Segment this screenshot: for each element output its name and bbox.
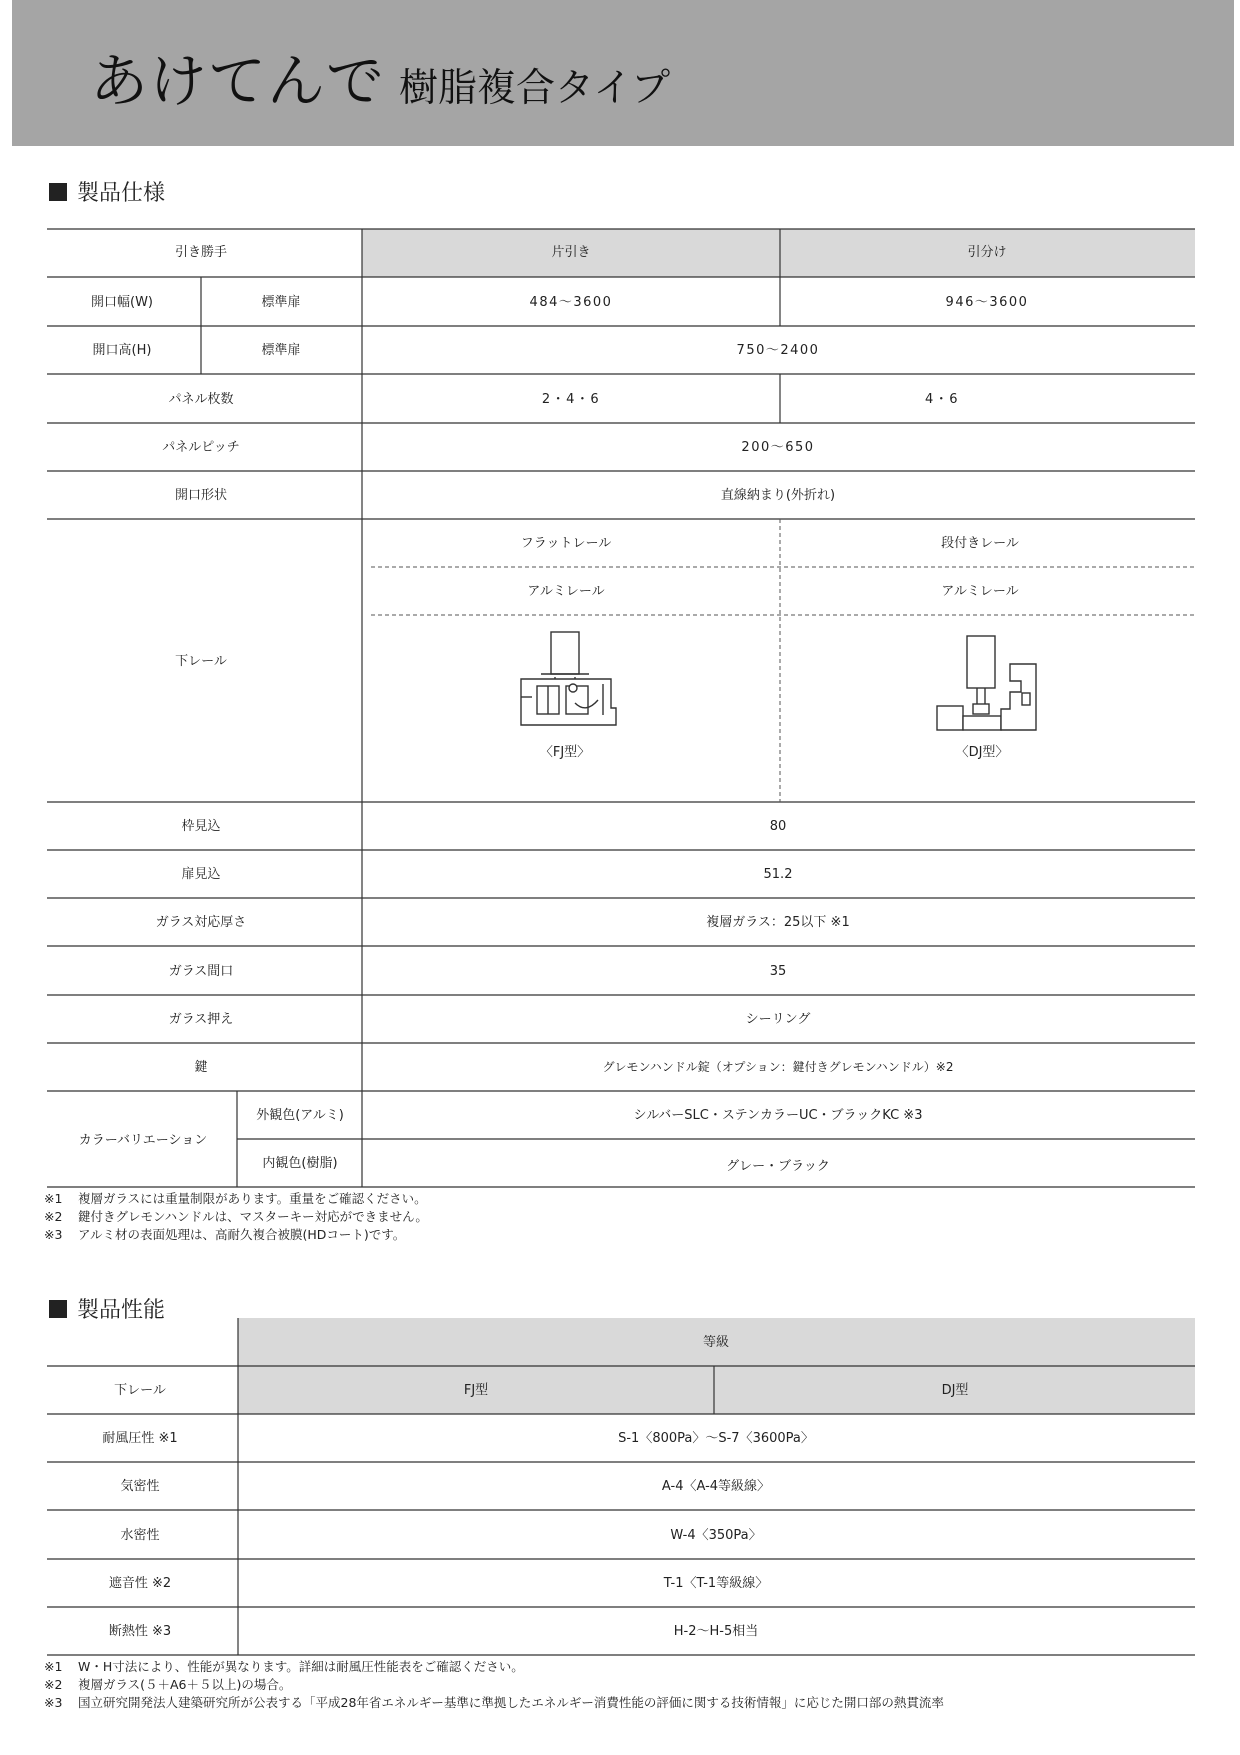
spec-section-heading: 製品仕様 — [49, 176, 165, 207]
rail-dj-mat: アルミレール — [941, 584, 1019, 599]
hold-label: ガラス押え — [168, 1012, 234, 1027]
gap-value: 35 — [769, 964, 787, 979]
glass-value: 複層ガラス：25以下 ※1 — [706, 915, 850, 930]
rail-dj-type: 段付きレール — [941, 536, 1019, 551]
perf-row-value: H-2〜H-5相当 — [673, 1624, 759, 1639]
title-main: あけてんで — [90, 47, 386, 115]
col-single: 片引き — [551, 245, 591, 260]
width-label: 開口幅(W) — [91, 295, 153, 310]
panels-label: パネル枚数 — [168, 392, 234, 407]
perf-row-value: T-1〈T-1等級線〉 — [663, 1576, 769, 1591]
col-fj: FJ型 — [463, 1383, 489, 1398]
type-header-shade — [238, 1366, 1195, 1414]
perf-row-label: 遮音性 ※2 — [108, 1576, 172, 1591]
rail-fj-type: フラットレール — [520, 536, 612, 551]
color-int-value: グレー・ブラック — [726, 1159, 830, 1174]
perf-section-heading: 製品性能 — [49, 1293, 165, 1324]
perf-row-label: 耐風圧性 ※1 — [102, 1431, 178, 1446]
perf-row-value: W-4〈350Pa〉 — [670, 1528, 762, 1543]
perf-rail-label: 下レール — [114, 1383, 166, 1398]
col-double: 引分け — [967, 245, 1007, 260]
perf-notes — [44, 1658, 944, 1712]
perf-row-label: 断熱性 ※3 — [108, 1624, 172, 1639]
pitch-label: パネルピッチ — [162, 440, 240, 455]
width-sub: 標準扉 — [261, 295, 301, 310]
perf-row-value: S-1〈800Pa〉〜S-7〈3600Pa〉 — [618, 1431, 814, 1446]
frame-label: 枠見込 — [181, 819, 221, 834]
door-label: 扉見込 — [181, 867, 221, 882]
color-ext-label: 外観色(アルミ) — [256, 1108, 344, 1123]
shape-value: 直線納まり(外折れ) — [720, 488, 836, 503]
perf-note: ※1 W・H寸法により、性能が異なります。詳細は耐風圧性能表をご確認ください。 — [44, 1659, 524, 1674]
grade-label: 等級 — [702, 1335, 730, 1350]
door-value: 51.2 — [763, 867, 793, 882]
spec-note: ※3 アルミ材の表面処理は、高耐久複合被膜(HDコート)です。 — [44, 1227, 406, 1242]
pull-label: 引き勝手 — [174, 245, 228, 260]
rail-fj-caption: 〈FJ型〉 — [539, 745, 591, 760]
title-sub: 樹脂複合タイプ — [399, 66, 671, 111]
frame-value: 80 — [769, 819, 787, 834]
panels-double: 4・6 — [924, 392, 960, 407]
perf-note: ※3 国立研究開発法人建築研究所が公表する「平成28年省エネルギー基準に準拠したエネルギー消費性能の評価に関する技術情報」に応じた開口部の熱貫流率 — [44, 1695, 944, 1710]
width-single: 484〜3600 — [529, 295, 613, 310]
panels-single: 2・4・6 — [541, 392, 601, 407]
height-label: 開口高(H) — [92, 343, 152, 358]
height-sub: 標準扉 — [261, 343, 301, 358]
rail-fj-mat: アルミレール — [527, 584, 605, 599]
glass-label: ガラス対応厚さ — [155, 915, 247, 930]
spec-note: ※2 鍵付きグレモンハンドルは、マスターキー対応ができません。 — [44, 1209, 428, 1224]
spec-note: ※1 複層ガラスには重量制限があります。重量をご確認ください。 — [44, 1191, 427, 1206]
width-double: 946〜3600 — [945, 295, 1029, 310]
key-label: 鍵 — [194, 1060, 208, 1075]
perf-note: ※2 複層ガラス(５＋A6＋５以上)の場合。 — [44, 1677, 292, 1692]
rail-dj-caption: 〈DJ型〉 — [955, 745, 1009, 760]
shape-label: 開口形状 — [174, 488, 228, 503]
hold-value: シーリング — [745, 1012, 811, 1027]
perf-row-label: 水密性 — [120, 1528, 160, 1543]
color-int-label: 内観色(樹脂) — [262, 1156, 338, 1171]
perf-row-label: 気密性 — [120, 1479, 160, 1494]
height-value: 750〜2400 — [736, 343, 820, 358]
key-value: グレモンハンドル錠（オプション：鍵付きグレモンハンドル）※2 — [602, 1060, 954, 1074]
color-ext-value: シルバーSLC・ステンカラーUC・ブラックKC ※3 — [633, 1108, 923, 1123]
color-label: カラーバリエーション — [78, 1133, 208, 1148]
gap-label: ガラス間口 — [168, 964, 234, 979]
col-dj: DJ型 — [941, 1383, 969, 1398]
perf-row-value: A-4〈A-4等級線〉 — [661, 1479, 771, 1494]
pitch-value: 200〜650 — [741, 440, 815, 455]
rail-label: 下レール — [175, 654, 227, 669]
